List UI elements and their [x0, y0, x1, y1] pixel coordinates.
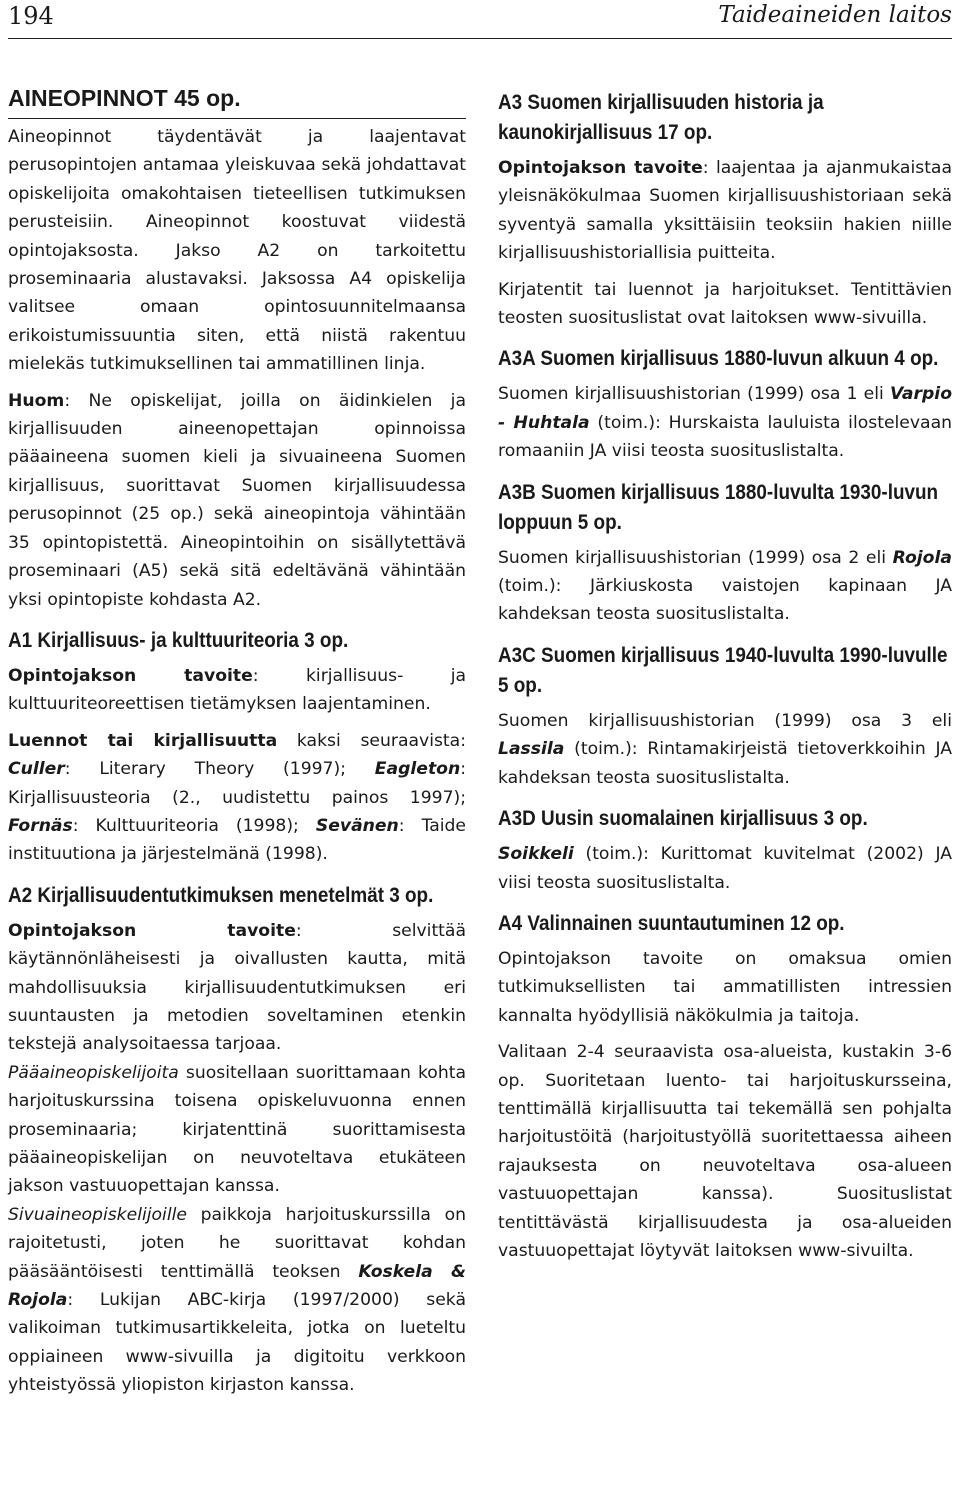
a1-lit-label: Luennot tai kirjallisuutta [8, 730, 278, 751]
a2-goal-text: : selvittää käytännönläheisesti ja oivallusten kautta, mitä mahdollisuuksia kirjallisuudentutkimuksen eri suuntausten ja metodien soveltaminen etenkin tekstejä analysoitaessa tarjoaa. [8, 920, 466, 1055]
a2-major-text: suositellaan suorittamaan kohta harjoituskurssina toisena opiskeluvuonna ennen proseminaaria; kirjatenttinä suorittamisesta pääaineopiskelijan on neuvoteltava etukäteen jakson vastuuopettajan kanssa. [8, 1062, 466, 1197]
left-column [8, 84, 466, 1400]
a3d-editors: Soikkeli [498, 844, 574, 865]
running-title: Taideaineiden laitos [718, 2, 952, 28]
a3c-editors: Lassila [498, 739, 565, 760]
section-title: AINEOPINNOT 45 op. [8, 84, 466, 119]
a3-heading: A3 Suomen kirjallisuuden historia ja kaunokirjallisuus 17 op. [498, 91, 824, 144]
a1-goal [8, 662, 466, 719]
work-culler: : Literary Theory (1997); [64, 759, 375, 780]
a1-goal-text: : kirjallisuus- ja kulttuuriteoreettisen tietämyksen laajentaminen. [8, 665, 466, 715]
a2-heading: A2 Kirjallisuudentutkimuksen menetelmät 3 op. [8, 883, 434, 907]
work-sevanen: : Taide instituutiona ja järjestelmänä (1998). [8, 815, 467, 865]
a3-exams: Kirjatentit tai luennot ja harjoitukset. Tentittävien teosten suosituslistat ovat laitoksen www-sivuilla. [498, 279, 952, 329]
a3b-pre: Suomen kirjallisuushistorian (1999) osa 2 eli [498, 547, 893, 568]
intro-paragraph: Aineopinnot täydentävät ja laajentavat perusopintojen antamaa yleiskuvaa sekä johdattavat opiskelijoita omakohtaisen tieteellisen tutkimuksen perusteisiin. Aineopinnot koostuvat viidestä opintojaksosta. Jakso A2 on tarkoitettu proseminaaria alustavaksi. Jaksossa A4 opiskelija valitsee omaan opintosuunnitelmaansa erikoistumissuuntia siten, että niistä rakentuu mielekäs tutkimuksellinen tai ammatillinen linja. [8, 127, 466, 375]
a3b-heading: A3B Suomen kirjallisuus 1880-luvulta 1930-luvun loppuun 5 op. [498, 480, 939, 534]
a3d-post: (toim.): Kurittomat kuvitelmat (2002) JA viisi teosta suosituslistalta. [498, 844, 952, 893]
work-fornas: : Kulttuuriteoria (1998); [72, 815, 316, 836]
author-fornas: Fornäs [8, 815, 73, 836]
author-culler: Culler [8, 759, 65, 780]
a3b-text [498, 544, 952, 629]
a3a-post: (toim.): Hurskaista lauluista ilostelevaan romaaniin JA viisi teosta suosituslistalta. [498, 412, 952, 462]
note-text: : Ne opiskelijat, joilla on äidinkielen ja kirjallisuuden aineenopettajan opinnoissa pääaineena suomen kieli ja sivuaineena Suomen kirjallisuus, suorittavat Suomen kirjallisuudessa perusopinnot (25 op.) sekä aineopintoja vähintään 35 opintopistettä. Aineopintoihin on sisällytettävä proseminaari (A5) sekä sitä edeltävänä vähintään yksi opintopiste kohdasta A2. [8, 390, 466, 610]
a4-heading: A4 Valinnainen suuntautuminen 12 op. [498, 911, 845, 935]
a2-minor-text: paikkoja harjoituskurssilla on rajoitetusti, joten he suorittavat kohdan pääsääntöisesti tenttimällä teoksen [8, 1204, 466, 1282]
a3a-heading: A3A Suomen kirjallisuus 1880-luvun alkuun 4 op. [498, 347, 939, 371]
a2-minor-label: Sivuaineopiskelijoille [8, 1204, 187, 1225]
a3c-pre: Suomen kirjallisuushistorian (1999) osa 3 eli [498, 710, 952, 731]
work-eagleton: : Kirjallisuusteoria (2., uudistettu painos 1997); [8, 759, 466, 808]
a3d-text [498, 840, 952, 897]
a2-goal-label: Opintojakson tavoite [8, 920, 296, 941]
page-number: 194 [8, 2, 54, 30]
page-header [0, 0, 960, 42]
a3c-heading: A3C Suomen kirjallisuus 1940-luvulta 1990-luvulle 5 op. [498, 643, 948, 697]
a2-minor [8, 1201, 466, 1400]
note-paragraph [8, 387, 466, 614]
a1-goal-label: Opintojakson tavoite [8, 665, 253, 686]
book-text: : Lukijan ABC-kirja (1997/2000) sekä valikoiman tutkimusartikkeleita, jotka on lueteltu oppiaineen www-sivuilla ja digitoitu verkkoon yhteistyössä yliopiston kirjaston kanssa. [8, 1290, 466, 1396]
header-rule [8, 38, 952, 39]
a3b-editors: Rojola [892, 547, 952, 568]
a2-major [8, 1059, 466, 1201]
right-column [498, 88, 952, 1273]
a3d-heading: A3D Uusin suomalainen kirjallisuus 3 op. [498, 807, 868, 831]
note-label: Huom [8, 390, 65, 411]
a3-goal-text: : laajentaa ja ajanmukaistaa yleisnäkökulmaa Suomen kirjallisuushistoriaan sekä syventyä samalla yksittäisiin teoksiin hakien niille kirjallisuushistoriallisia puitteita. [498, 158, 952, 264]
a4-details: Valitaan 2-4 seuraavista osa-alueista, kustakin 3-6 op. Suoritetaan luento- tai harjoituskursseina, tenttimällä kirjallisuutta tai tekemällä sen pohjalta harjoitustöitä (harjoitustyöllä suoritettaessa aiheen rajauksesta on neuvoteltava osa-alueen vastuuopettajan kanssa). Suosituslistat tentittävästä kirjallisuudesta ja osa-alueiden vastuuopettajat löytyvät laitoksen www-sivuilta. [498, 1042, 952, 1261]
a1-lit-text: kaksi seuraavista: [277, 730, 466, 751]
a1-heading: A1 Kirjallisuus- ja kulttuuriteoria 3 op. [8, 628, 349, 652]
a3a-text [498, 380, 952, 465]
author-sevanen: Sevänen [315, 815, 399, 836]
a3c-post: (toim.): Rintamakirjeistä tietoverkkoihin JA kahdeksan teosta suosituslistalta. [498, 739, 952, 788]
a3c-text [498, 707, 952, 792]
a2-goal [8, 917, 466, 1059]
a3-goal-label: Opintojakson tavoite [498, 158, 703, 178]
a3a-editors: Varpio - Huhtala [498, 384, 952, 433]
a3b-post: (toim.): Järkiuskosta vaistojen kapinaan JA kahdeksan teosta suosituslistalta. [498, 576, 952, 625]
a3-goal [498, 154, 952, 268]
author-eagleton: Eagleton [374, 759, 461, 780]
a2-major-label: Pääaineopiskelijoita [8, 1062, 179, 1083]
a1-literature [8, 727, 466, 869]
a3a-pre: Suomen kirjallisuushistorian (1999) osa 1 eli [498, 384, 890, 405]
a4-goal: Opintojakson tavoite on omaksua omien tutkimuksellisten tai ammatillisten intressien kannalta hyödyllisiä näkökulmia ja taitoja. [498, 948, 952, 1026]
book-authors: Koskela & Rojola [8, 1261, 466, 1311]
